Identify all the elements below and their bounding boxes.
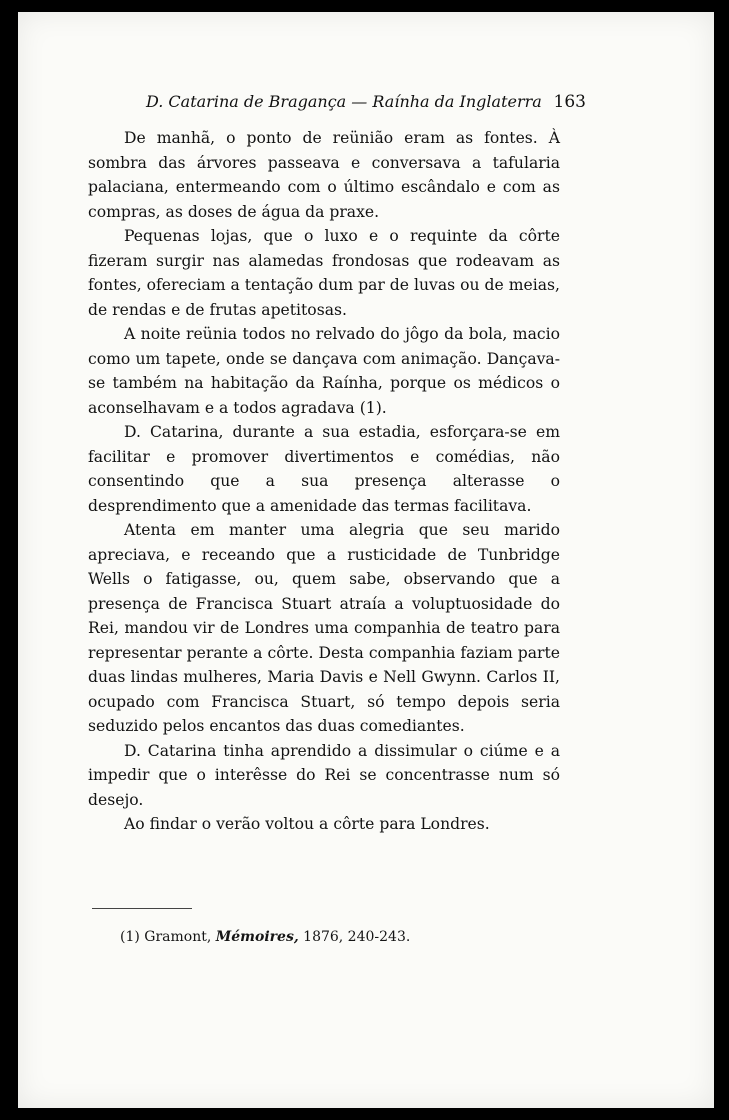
paragraph-3-text: A noite reünia todos no relvado do jôgo da bola, macio como um tapete, onde se dançava com animação. Dançava-se também na habitação da Raínha, porque os médicos o aconselhavam e a todos agradava — [88, 325, 560, 417]
paragraph-4: D. Catarina, durante a sua estadia, esforçara-se em facilitar e promover divertimentos e comédias, não consentindo que a sua presença alterasse o desprendimento que a amenidade das termas facilitava. — [88, 423, 560, 515]
paragraph-1: De manhã, o ponto de reünião eram as fontes. À sombra das árvores passeava e conversava a tafularia palaciana, entermeando com o último escândalo e com as compras, as doses de água da praxe. — [88, 129, 560, 221]
running-title: D. Catarina de Bragança — Raínha da Inglaterra — [146, 92, 542, 111]
footnote-author: Gramont, — [144, 929, 212, 945]
paragraph-6: D. Catarina tinha aprendido a dissimular o ciúme e a impedir que o interêsse do Rei se concentrasse num só desejo. — [88, 741, 560, 809]
paragraph-3 — [88, 322, 560, 420]
footnote — [120, 929, 410, 945]
footnote-marker: (1) — [120, 929, 140, 945]
footnote-divider — [92, 908, 192, 909]
footnote-reference: (1). — [359, 398, 387, 417]
paragraph-2: Pequenas lojas, que o luxo e o requinte da côrte fizeram surgir nas alamedas frondosas que rodeavam as fontes, ofereciam a tentação dum par de luvas ou de meias, de rendas e de frutas apetitosas. — [88, 227, 560, 319]
body-text — [88, 126, 560, 837]
paragraph-7: Ao findar o verão voltou a côrte para Londres. — [124, 815, 490, 833]
footnote-title: Mémoires, — [215, 929, 299, 945]
page-number: 163 — [553, 92, 586, 112]
paragraph-5: Atenta em manter uma alegria que seu marido apreciava, e receando que a rusticidade de Tunbridge Wells o fatigasse, ou, quem sabe, observando que a presença de Francisca Stuart atraía a voluptuosidade do Rei, mandou vir de Londres uma companhia de teatro para representar perante a côrte. Desta companhia faziam parte duas lindas mulheres, Maria Davis e Nell Gwynn. Carlos II, ocupado com Francisca Stuart, só tempo depois seria seduzido pelos encantos das duas comediantes. — [88, 521, 560, 735]
footnote-details: 1876, 240-243. — [303, 929, 411, 945]
